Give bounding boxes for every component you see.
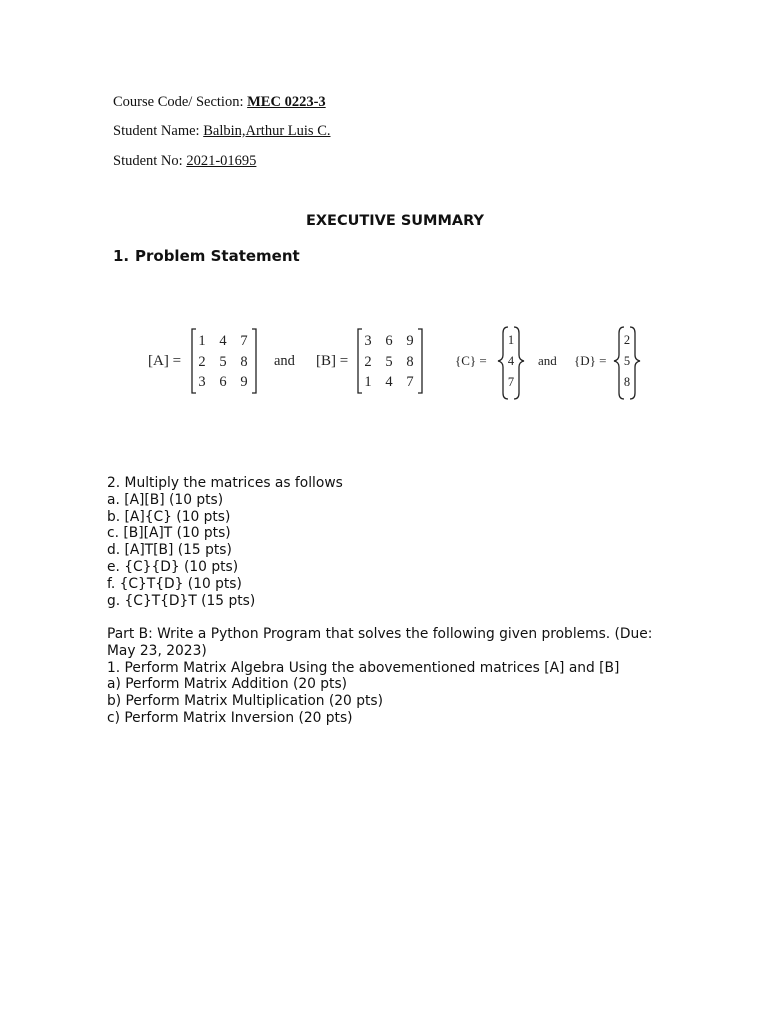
matrix-b-label: [B] = <box>316 353 349 369</box>
vector-c-label: {C} = <box>455 353 487 368</box>
vector-d-cell: 8 <box>623 375 631 389</box>
list-item: a. [A][B] (10 pts) <box>107 491 224 508</box>
matrix-b-cell: 2 <box>364 354 372 370</box>
vector-c-cell: 7 <box>507 375 515 389</box>
course-code-value: MEC 0223-3 <box>247 94 326 110</box>
vector-c-left-brace <box>498 327 508 399</box>
vector-c-cell: 1 <box>507 333 515 347</box>
multiply-section <box>107 475 667 609</box>
list-item: b. [A]{C} (10 pts) <box>107 508 231 525</box>
matrix-a-cell: 7 <box>240 333 248 349</box>
matrix-b-cell: 6 <box>385 333 393 349</box>
student-number-value: 2021-01695 <box>186 153 257 169</box>
vector-d-cell: 5 <box>623 354 631 368</box>
matrix-b-right-bracket <box>418 329 422 393</box>
matrix-b-left-bracket <box>358 329 362 393</box>
matrix-a-right-bracket <box>252 329 256 393</box>
and-connector-2: and <box>538 353 557 368</box>
matrix-a-cell: 8 <box>240 354 248 370</box>
part-b-intro: Part B: Write a Python Program that solves the following given problems. (Due: May 23, 2023) <box>107 626 653 659</box>
vector-d-cell: 2 <box>623 333 631 347</box>
list-item: g. {C}T{D}T (15 pts) <box>107 592 256 609</box>
vector-c-cell: 4 <box>507 354 515 368</box>
matrix-b-cell: 4 <box>385 374 393 390</box>
student-name-line <box>113 123 331 140</box>
matrix-b-cell: 1 <box>364 374 372 390</box>
matrix-a-cell: 3 <box>198 374 206 390</box>
section-heading-text: Problem Statement <box>135 247 300 265</box>
vector-d-left-brace <box>614 327 624 399</box>
vector-d-right-brace <box>630 327 640 399</box>
course-code-line <box>113 94 326 111</box>
matrix-a-label: [A] = <box>148 353 182 369</box>
section-heading <box>113 247 300 265</box>
matrix-a-cell: 6 <box>219 374 227 390</box>
section-number: 1. <box>113 247 130 265</box>
page-title: EXECUTIVE SUMMARY <box>305 213 485 229</box>
student-number-label: Student No: <box>113 153 187 169</box>
student-number-line <box>113 153 256 170</box>
list-item: b) Perform Matrix Multiplication (20 pts) <box>107 693 383 710</box>
part-b-section <box>107 626 667 727</box>
matrix-a-cell: 2 <box>198 354 206 370</box>
matrix-b-cell: 8 <box>406 354 414 370</box>
matrix-a-left-bracket <box>192 329 196 393</box>
list-item: d. [A]T[B] (15 pts) <box>107 542 232 559</box>
student-name-value: Balbin,Arthur Luis C. <box>203 123 331 139</box>
student-name-label: Student Name: <box>113 123 204 139</box>
matrix-b-cell: 3 <box>364 333 372 349</box>
list-item: f. {C}T{D} (10 pts) <box>107 575 242 592</box>
course-code-label: Course Code/ Section: <box>113 94 248 110</box>
list-item: c) Perform Matrix Inversion (20 pts) <box>107 709 353 726</box>
multiply-intro: 2. Multiply the matrices as follows <box>107 475 343 491</box>
and-connector-1: and <box>274 353 295 369</box>
matrix-a-cell: 4 <box>219 333 227 349</box>
matrix-b-cell: 7 <box>406 374 414 390</box>
list-item: a) Perform Matrix Addition (20 pts) <box>107 676 348 693</box>
vector-d-label: {D} = <box>574 353 607 368</box>
matrix-a-cell: 5 <box>219 354 227 370</box>
matrix-b-cell: 9 <box>406 333 414 349</box>
list-item: c. [B][A]T (10 pts) <box>107 525 231 542</box>
matrix-definitions-figure <box>140 320 650 410</box>
matrix-a-cell: 9 <box>240 374 248 390</box>
vector-c-right-brace <box>514 327 524 399</box>
matrix-a-cell: 1 <box>198 333 206 349</box>
part-b-task: 1. Perform Matrix Algebra Using the abovementioned matrices [A] and [B] <box>107 659 620 676</box>
list-item: e. {C}{D} (10 pts) <box>107 558 239 575</box>
matrix-b-cell: 5 <box>385 354 393 370</box>
